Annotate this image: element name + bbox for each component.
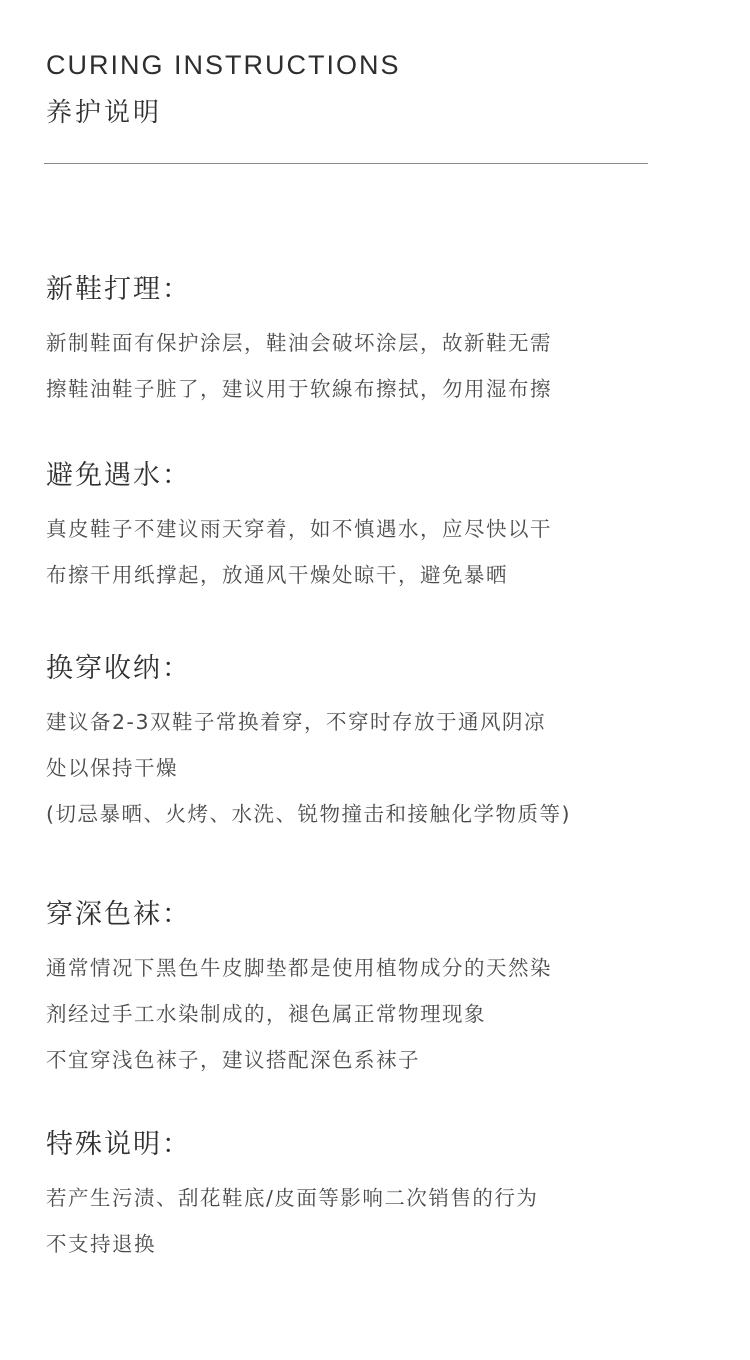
title-divider [44, 163, 648, 164]
section-text-line: 剂经过手工水染制成的，褪色属正常物理现象 [46, 1002, 486, 1026]
section-text-line: 不宜穿浅色袜子，建议搭配深色系袜子 [46, 1048, 420, 1072]
section-text-line: (切忌暴晒、火烤、水洗、锐物撞击和接触化学物质等) [46, 802, 571, 826]
section-heading: 特殊说明： [46, 1129, 191, 1160]
section-special-notes [46, 1125, 706, 1267]
section-dark-socks [46, 895, 706, 1083]
section-heading: 穿深色袜： [46, 899, 191, 930]
page-title-en: CURING INSTRUCTIONS [46, 50, 401, 80]
section-text-line: 通常情况下黑色牛皮脚垫都是使用植物成分的天然染 [46, 956, 552, 980]
page-title-zh: 养护说明 [46, 98, 163, 128]
section-heading: 换穿收纳： [46, 653, 191, 684]
section-text-line: 若产生污渍、刮花鞋底/皮面等影响二次销售的行为 [46, 1186, 539, 1210]
section-heading: 新鞋打理： [46, 274, 191, 305]
section-heading: 避免遇水： [46, 460, 191, 491]
section-avoid-water [46, 456, 706, 598]
section-text-line: 处以保持干燥 [46, 756, 178, 780]
section-text-line: 真皮鞋子不建议雨天穿着，如不慎遇水，应尽快以干 [46, 517, 552, 541]
section-new-shoe-care [46, 270, 706, 412]
section-text-line: 新制鞋面有保护涂层，鞋油会破坏涂层，故新鞋无需 [46, 331, 552, 355]
section-text-line: 不支持退换 [46, 1232, 156, 1256]
section-text-line: 建议备2-3双鞋子常换着穿，不穿时存放于通风阴凉 [46, 710, 546, 734]
section-text-line: 擦鞋油鞋子脏了，建议用于软線布擦拭，勿用湿布擦 [46, 377, 552, 401]
section-rotation-storage [46, 649, 706, 837]
section-text-line: 布擦干用纸撑起，放通风干燥处晾干，避免暴晒 [46, 563, 508, 587]
